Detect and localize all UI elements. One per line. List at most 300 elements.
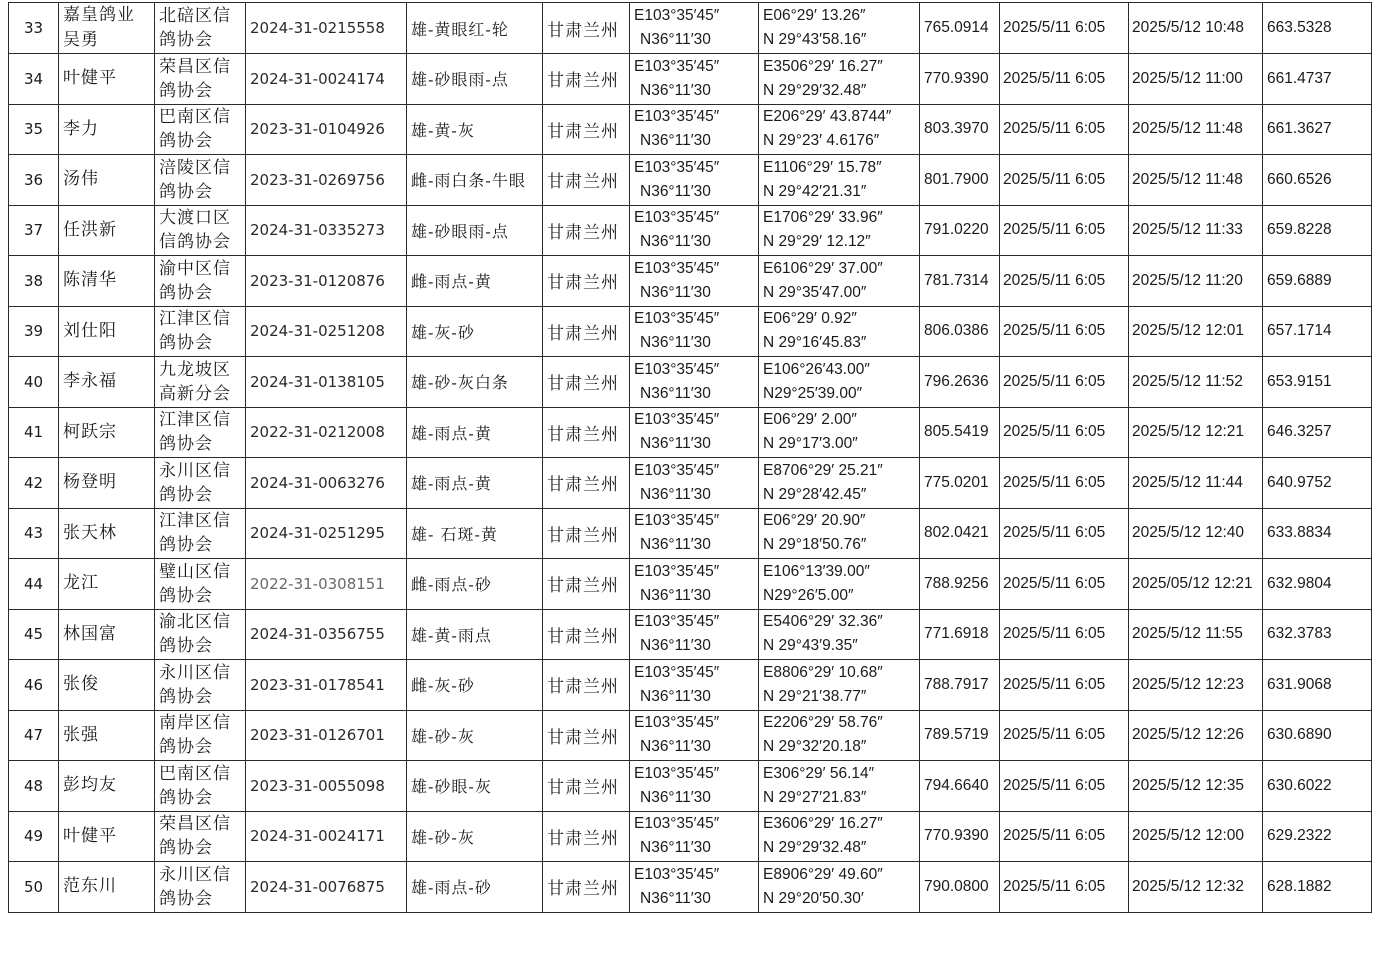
release-longitude: E103°35′45″ <box>634 209 720 227</box>
home-longitude: E8706°29′ 25.21″ <box>763 461 883 479</box>
club-cell: 永川区信鸽协会 <box>155 458 246 509</box>
speed-cell: 646.3257 <box>1263 407 1372 458</box>
ring-number-cell: 2023-31-0178541 <box>246 660 407 711</box>
release-latitude: N36°11′30 <box>640 233 711 251</box>
arrival-time-cell: 2025/5/12 10:48 <box>1129 3 1263 54</box>
speed-cell: 632.3783 <box>1263 609 1372 660</box>
pigeon-description-cell: 雌-雨白条-牛眼 <box>407 155 543 206</box>
release-longitude: E103°35′45″ <box>634 865 720 883</box>
release-coordinates-cell <box>630 3 759 54</box>
distance-cell: 794.6640 <box>920 761 1000 812</box>
release-time-cell: 2025/5/11 6:05 <box>1000 609 1129 660</box>
release-latitude: N36°11′30 <box>640 182 711 200</box>
arrival-time-cell: 2025/5/12 12:32 <box>1129 862 1263 913</box>
speed-cell: 629.2322 <box>1263 811 1372 862</box>
club-cell: 江津区信鸽协会 <box>155 407 246 458</box>
rank-cell: 38 <box>9 256 59 307</box>
table-row <box>9 862 1372 913</box>
ring-number-cell: 2023-31-0120876 <box>246 256 407 307</box>
distance-cell: 770.9390 <box>920 54 1000 105</box>
arrival-time-cell: 2025/5/12 11:52 <box>1129 357 1263 408</box>
home-latitude: N 29°23′ 4.6176″ <box>763 132 880 150</box>
speed-cell: 628.1882 <box>1263 862 1372 913</box>
owner-name-cell: 任洪新 <box>59 205 155 256</box>
owner-name-cell: 叶健平 <box>59 54 155 105</box>
rank-cell: 49 <box>9 811 59 862</box>
pigeon-description-cell: 雌-雨点-砂 <box>407 559 543 610</box>
results-body <box>9 3 1372 913</box>
home-latitude: N 29°43′9.35″ <box>763 637 858 655</box>
home-latitude: N 29°42′21.31″ <box>763 182 867 200</box>
arrival-time-cell: 2025/5/12 12:21 <box>1129 407 1263 458</box>
rank-cell: 37 <box>9 205 59 256</box>
release-coordinates-cell <box>630 104 759 155</box>
home-coordinates-cell <box>759 205 920 256</box>
release-location-cell: 甘肃兰州 <box>543 205 630 256</box>
owner-name-cell: 张天林 <box>59 508 155 559</box>
release-longitude: E103°35′45″ <box>634 714 720 732</box>
home-longitude: E06°29′ 0.92″ <box>763 310 857 328</box>
release-longitude: E103°35′45″ <box>634 461 720 479</box>
home-latitude: N29°26′5.00″ <box>763 586 854 604</box>
release-location-cell: 甘肃兰州 <box>543 306 630 357</box>
rank-cell: 35 <box>9 104 59 155</box>
release-coordinates-cell <box>630 357 759 408</box>
speed-cell: 632.9804 <box>1263 559 1372 610</box>
release-latitude: N36°11′30 <box>640 283 711 301</box>
rank-cell: 46 <box>9 660 59 711</box>
home-longitude: E206°29′ 43.8744″ <box>763 108 892 126</box>
rank-cell: 34 <box>9 54 59 105</box>
table-row <box>9 357 1372 408</box>
table-row <box>9 609 1372 660</box>
owner-name-cell: 张强 <box>59 710 155 761</box>
release-coordinates-cell <box>630 256 759 307</box>
release-location-cell: 甘肃兰州 <box>543 458 630 509</box>
home-longitude: E06°29′ 20.90″ <box>763 512 866 530</box>
ring-number-cell: 2023-31-0055098 <box>246 761 407 812</box>
home-coordinates-cell <box>759 710 920 761</box>
release-latitude: N36°11′30 <box>640 435 711 453</box>
speed-cell: 653.9151 <box>1263 357 1372 408</box>
release-latitude: N36°11′30 <box>640 839 711 857</box>
release-latitude: N36°11′30 <box>640 536 711 554</box>
home-longitude: E06°29′ 13.26″ <box>763 7 866 24</box>
race-results-table <box>8 2 1372 913</box>
arrival-time-cell: 2025/5/12 12:23 <box>1129 660 1263 711</box>
speed-cell: 659.6889 <box>1263 256 1372 307</box>
distance-cell: 775.0201 <box>920 458 1000 509</box>
owner-name-cell: 范东川 <box>59 862 155 913</box>
pigeon-description-cell: 雌-灰-砂 <box>407 660 543 711</box>
table-row <box>9 458 1372 509</box>
release-location-cell: 甘肃兰州 <box>543 104 630 155</box>
release-location-cell: 甘肃兰州 <box>543 710 630 761</box>
release-coordinates-cell <box>630 660 759 711</box>
ring-number-cell: 2023-31-0269756 <box>246 155 407 206</box>
speed-cell: 630.6022 <box>1263 761 1372 812</box>
home-latitude: N 29°18′50.76″ <box>763 536 867 554</box>
distance-cell: 791.0220 <box>920 205 1000 256</box>
release-longitude: E103°35′45″ <box>634 360 720 378</box>
speed-cell: 661.3627 <box>1263 104 1372 155</box>
release-time-cell: 2025/5/11 6:05 <box>1000 155 1129 206</box>
rank-cell: 44 <box>9 559 59 610</box>
release-time-cell: 2025/5/11 6:05 <box>1000 761 1129 812</box>
release-time-cell: 2025/5/11 6:05 <box>1000 710 1129 761</box>
distance-cell: 796.2636 <box>920 357 1000 408</box>
pigeon-description-cell: 雄-砂-灰 <box>407 710 543 761</box>
home-coordinates-cell <box>759 357 920 408</box>
club-cell: 巴南区信鸽协会 <box>155 104 246 155</box>
home-coordinates-cell <box>759 104 920 155</box>
pigeon-description-cell: 雄-雨点-砂 <box>407 862 543 913</box>
owner-name-cell: 陈清华 <box>59 256 155 307</box>
release-time-cell: 2025/5/11 6:05 <box>1000 104 1129 155</box>
table-row <box>9 205 1372 256</box>
pigeon-description-cell: 雄-黄眼红-轮 <box>407 3 543 54</box>
home-latitude: N 29°17′3.00″ <box>763 435 858 453</box>
home-latitude: N 29°29′32.48″ <box>763 81 867 99</box>
owner-name-cell: 叶健平 <box>59 811 155 862</box>
release-location-cell: 甘肃兰州 <box>543 508 630 559</box>
table-row <box>9 104 1372 155</box>
release-time-cell: 2025/5/11 6:05 <box>1000 559 1129 610</box>
rank-cell: 36 <box>9 155 59 206</box>
speed-cell: 633.8834 <box>1263 508 1372 559</box>
arrival-time-cell: 2025/5/12 11:44 <box>1129 458 1263 509</box>
owner-name-cell: 张俊 <box>59 660 155 711</box>
distance-cell: 788.7917 <box>920 660 1000 711</box>
home-longitude: E6106°29′ 37.00″ <box>763 259 883 277</box>
release-location-cell: 甘肃兰州 <box>543 609 630 660</box>
rank-cell: 40 <box>9 357 59 408</box>
table-row <box>9 811 1372 862</box>
home-latitude: N 29°29′32.48″ <box>763 839 867 857</box>
release-time-cell: 2025/5/11 6:05 <box>1000 54 1129 105</box>
table-row <box>9 660 1372 711</box>
release-location-cell: 甘肃兰州 <box>543 862 630 913</box>
club-cell: 北碚区信鸽协会 <box>155 3 246 54</box>
distance-cell: 771.6918 <box>920 609 1000 660</box>
release-time-cell: 2025/5/11 6:05 <box>1000 862 1129 913</box>
release-coordinates-cell <box>630 862 759 913</box>
home-latitude: N 29°29′ 12.12″ <box>763 233 871 251</box>
owner-name-cell: 龙江 <box>59 559 155 610</box>
home-longitude: E3606°29′ 16.27″ <box>763 815 883 833</box>
release-location-cell: 甘肃兰州 <box>543 407 630 458</box>
arrival-time-cell: 2025/5/12 12:01 <box>1129 306 1263 357</box>
release-latitude: N36°11′30 <box>640 132 711 150</box>
rank-cell: 47 <box>9 710 59 761</box>
home-latitude: N 29°20′50.30′ <box>763 889 864 907</box>
home-coordinates-cell <box>759 306 920 357</box>
home-latitude: N 29°43′58.16″ <box>763 31 867 48</box>
pigeon-description-cell: 雄-雨点-黄 <box>407 458 543 509</box>
release-latitude: N36°11′30 <box>640 637 711 655</box>
speed-cell: 663.5328 <box>1263 3 1372 54</box>
pigeon-description-cell: 雄-灰-砂 <box>407 306 543 357</box>
arrival-time-cell: 2025/5/12 11:48 <box>1129 104 1263 155</box>
release-coordinates-cell <box>630 609 759 660</box>
club-cell: 永川区信鸽协会 <box>155 660 246 711</box>
release-location-cell: 甘肃兰州 <box>543 3 630 54</box>
release-longitude: E103°35′45″ <box>634 815 720 833</box>
home-latitude: N 29°35′47.00″ <box>763 283 867 301</box>
release-latitude: N36°11′30 <box>640 586 711 604</box>
ring-number-cell: 2024-31-0356755 <box>246 609 407 660</box>
club-cell: 江津区信鸽协会 <box>155 508 246 559</box>
release-time-cell: 2025/5/11 6:05 <box>1000 256 1129 307</box>
release-latitude: N36°11′30 <box>640 788 711 806</box>
home-coordinates-cell <box>759 508 920 559</box>
rank-cell: 39 <box>9 306 59 357</box>
speed-cell: 631.9068 <box>1263 660 1372 711</box>
arrival-time-cell: 2025/5/12 12:26 <box>1129 710 1263 761</box>
ring-number-cell: 2024-31-0138105 <box>246 357 407 408</box>
home-coordinates-cell <box>759 862 920 913</box>
home-longitude: E1706°29′ 33.96″ <box>763 209 883 227</box>
release-time-cell: 2025/5/11 6:05 <box>1000 205 1129 256</box>
release-longitude: E103°35′45″ <box>634 158 720 176</box>
release-coordinates-cell <box>630 306 759 357</box>
owner-name-cell: 刘仕阳 <box>59 306 155 357</box>
pigeon-description-cell: 雄-砂眼-灰 <box>407 761 543 812</box>
distance-cell: 770.9390 <box>920 811 1000 862</box>
pigeon-description-cell: 雄-黄-雨点 <box>407 609 543 660</box>
arrival-time-cell: 2025/5/12 11:00 <box>1129 54 1263 105</box>
release-longitude: E103°35′45″ <box>634 764 720 782</box>
owner-name-cell: 汤伟 <box>59 155 155 206</box>
ring-number-cell: 2024-31-0335273 <box>246 205 407 256</box>
release-location-cell: 甘肃兰州 <box>543 660 630 711</box>
release-time-cell: 2025/5/11 6:05 <box>1000 306 1129 357</box>
club-cell: 璧山区信鸽协会 <box>155 559 246 610</box>
release-time-cell: 2025/5/11 6:05 <box>1000 3 1129 54</box>
home-latitude: N 29°27′21.83″ <box>763 788 867 806</box>
club-cell: 荣昌区信鸽协会 <box>155 54 246 105</box>
table-row <box>9 54 1372 105</box>
release-coordinates-cell <box>630 458 759 509</box>
speed-cell: 661.4737 <box>1263 54 1372 105</box>
ring-number-cell: 2022-31-0308151 <box>246 559 407 610</box>
table-row <box>9 155 1372 206</box>
distance-cell: 789.5719 <box>920 710 1000 761</box>
release-location-cell: 甘肃兰州 <box>543 357 630 408</box>
ring-number-cell: 2024-31-0024171 <box>246 811 407 862</box>
release-coordinates-cell <box>630 407 759 458</box>
club-cell: 南岸区信鸽协会 <box>155 710 246 761</box>
club-cell: 大渡口区信鸽协会 <box>155 205 246 256</box>
release-latitude: N36°11′30 <box>640 334 711 352</box>
release-latitude: N36°11′30 <box>640 687 711 705</box>
home-coordinates-cell <box>759 811 920 862</box>
home-longitude: E5406°29′ 32.36″ <box>763 613 883 631</box>
rank-cell: 33 <box>9 3 59 54</box>
pigeon-description-cell: 雄-砂-灰 <box>407 811 543 862</box>
club-cell: 渝北区信鸽协会 <box>155 609 246 660</box>
home-longitude: E06°29′ 2.00″ <box>763 411 857 429</box>
release-location-cell: 甘肃兰州 <box>543 559 630 610</box>
release-location-cell: 甘肃兰州 <box>543 54 630 105</box>
owner-name-cell: 柯跃宗 <box>59 407 155 458</box>
speed-cell: 640.9752 <box>1263 458 1372 509</box>
distance-cell: 801.7900 <box>920 155 1000 206</box>
owner-name-cell: 李力 <box>59 104 155 155</box>
home-coordinates-cell <box>759 559 920 610</box>
release-coordinates-cell <box>630 54 759 105</box>
club-cell: 荣昌区信鸽协会 <box>155 811 246 862</box>
release-time-cell: 2025/5/11 6:05 <box>1000 357 1129 408</box>
club-cell: 江津区信鸽协会 <box>155 306 246 357</box>
release-longitude: E103°35′45″ <box>634 108 720 126</box>
distance-cell: 802.0421 <box>920 508 1000 559</box>
distance-cell: 781.7314 <box>920 256 1000 307</box>
home-coordinates-cell <box>759 609 920 660</box>
pigeon-description-cell: 雄-雨点-黄 <box>407 407 543 458</box>
speed-cell: 659.8228 <box>1263 205 1372 256</box>
rank-cell: 43 <box>9 508 59 559</box>
ring-number-cell: 2024-31-0215558 <box>246 3 407 54</box>
home-coordinates-cell <box>759 54 920 105</box>
pigeon-description-cell: 雌-雨点-黄 <box>407 256 543 307</box>
release-coordinates-cell <box>630 811 759 862</box>
release-latitude: N36°11′30 <box>640 485 711 503</box>
table-row <box>9 559 1372 610</box>
pigeon-description-cell: 雄-砂眼雨-点 <box>407 205 543 256</box>
release-time-cell: 2025/5/11 6:05 <box>1000 811 1129 862</box>
club-cell: 九龙坡区高新分会 <box>155 357 246 408</box>
arrival-time-cell: 2025/5/12 12:00 <box>1129 811 1263 862</box>
home-longitude: E8906°29′ 49.60″ <box>763 865 883 883</box>
home-longitude: E8806°29′ 10.68″ <box>763 663 883 681</box>
home-latitude: N 29°32′20.18″ <box>763 738 867 756</box>
release-coordinates-cell <box>630 559 759 610</box>
owner-name-cell: 杨登明 <box>59 458 155 509</box>
release-longitude: E103°35′45″ <box>634 663 720 681</box>
ring-number-cell: 2022-31-0212008 <box>246 407 407 458</box>
home-latitude: N 29°28′42.45″ <box>763 485 867 503</box>
ring-number-cell: 2023-31-0126701 <box>246 710 407 761</box>
rank-cell: 45 <box>9 609 59 660</box>
release-time-cell: 2025/5/11 6:05 <box>1000 407 1129 458</box>
release-longitude: E103°35′45″ <box>634 512 720 530</box>
results-sheet <box>8 2 1372 913</box>
home-longitude: E106°26′43.00″ <box>763 360 870 378</box>
ring-number-cell: 2024-31-0063276 <box>246 458 407 509</box>
release-longitude: E103°35′45″ <box>634 613 720 631</box>
table-row <box>9 306 1372 357</box>
release-latitude: N36°11′30 <box>640 889 711 907</box>
release-coordinates-cell <box>630 710 759 761</box>
home-longitude: E106°13′39.00″ <box>763 562 870 580</box>
release-latitude: N36°11′30 <box>640 31 711 48</box>
arrival-time-cell: 2025/05/12 12:21 <box>1129 559 1263 610</box>
ring-number-cell: 2023-31-0104926 <box>246 104 407 155</box>
club-cell: 巴南区信鸽协会 <box>155 761 246 812</box>
home-longitude: E1106°29′ 15.78″ <box>763 158 882 176</box>
rank-cell: 48 <box>9 761 59 812</box>
home-latitude: N 29°21′38.77″ <box>763 687 867 705</box>
table-row <box>9 256 1372 307</box>
speed-cell: 630.6890 <box>1263 710 1372 761</box>
distance-cell: 803.3970 <box>920 104 1000 155</box>
home-longitude: E306°29′ 56.14″ <box>763 764 875 782</box>
distance-cell: 765.0914 <box>920 3 1000 54</box>
home-coordinates-cell <box>759 155 920 206</box>
release-location-cell: 甘肃兰州 <box>543 761 630 812</box>
release-coordinates-cell <box>630 508 759 559</box>
arrival-time-cell: 2025/5/12 11:33 <box>1129 205 1263 256</box>
table-row <box>9 710 1372 761</box>
home-latitude: N 29°16′45.83″ <box>763 334 867 352</box>
table-row <box>9 761 1372 812</box>
pigeon-description-cell: 雄-黄-灰 <box>407 104 543 155</box>
release-coordinates-cell <box>630 761 759 812</box>
distance-cell: 806.0386 <box>920 306 1000 357</box>
release-time-cell: 2025/5/11 6:05 <box>1000 660 1129 711</box>
arrival-time-cell: 2025/5/12 11:48 <box>1129 155 1263 206</box>
table-row <box>9 407 1372 458</box>
home-coordinates-cell <box>759 3 920 54</box>
owner-name-cell: 李永福 <box>59 357 155 408</box>
release-location-cell: 甘肃兰州 <box>543 155 630 206</box>
release-time-cell: 2025/5/11 6:05 <box>1000 458 1129 509</box>
arrival-time-cell: 2025/5/12 12:35 <box>1129 761 1263 812</box>
release-longitude: E103°35′45″ <box>634 562 720 580</box>
home-coordinates-cell <box>759 660 920 711</box>
release-latitude: N36°11′30 <box>640 81 711 99</box>
arrival-time-cell: 2025/5/12 12:40 <box>1129 508 1263 559</box>
ring-number-cell: 2024-31-0251295 <box>246 508 407 559</box>
speed-cell: 660.6526 <box>1263 155 1372 206</box>
home-longitude: E2206°29′ 58.76″ <box>763 714 883 732</box>
table-row <box>9 3 1372 54</box>
club-cell: 涪陵区信鸽协会 <box>155 155 246 206</box>
distance-cell: 788.9256 <box>920 559 1000 610</box>
home-longitude: E3506°29′ 16.27″ <box>763 57 883 75</box>
release-latitude: N36°11′30 <box>640 738 711 756</box>
release-longitude: E103°35′45″ <box>634 411 720 429</box>
ring-number-cell: 2024-31-0251208 <box>246 306 407 357</box>
arrival-time-cell: 2025/5/12 11:20 <box>1129 256 1263 307</box>
release-longitude: E103°35′45″ <box>634 310 720 328</box>
club-cell: 永川区信鸽协会 <box>155 862 246 913</box>
home-latitude: N29°25′39.00″ <box>763 384 863 402</box>
arrival-time-cell: 2025/5/12 11:55 <box>1129 609 1263 660</box>
rank-cell: 42 <box>9 458 59 509</box>
ring-number-cell: 2024-31-0024174 <box>246 54 407 105</box>
home-coordinates-cell <box>759 458 920 509</box>
release-coordinates-cell <box>630 205 759 256</box>
release-latitude: N36°11′30 <box>640 384 711 402</box>
release-location-cell: 甘肃兰州 <box>543 811 630 862</box>
owner-name-cell: 林国富 <box>59 609 155 660</box>
release-longitude: E103°35′45″ <box>634 7 720 24</box>
release-coordinates-cell <box>630 155 759 206</box>
rank-cell: 41 <box>9 407 59 458</box>
owner-name-cell: 彭均友 <box>59 761 155 812</box>
distance-cell: 790.0800 <box>920 862 1000 913</box>
table-row <box>9 508 1372 559</box>
speed-cell: 657.1714 <box>1263 306 1372 357</box>
home-coordinates-cell <box>759 407 920 458</box>
pigeon-description-cell: 雄- 石斑-黄 <box>407 508 543 559</box>
release-longitude: E103°35′45″ <box>634 259 720 277</box>
release-location-cell: 甘肃兰州 <box>543 256 630 307</box>
home-coordinates-cell <box>759 256 920 307</box>
release-longitude: E103°35′45″ <box>634 57 720 75</box>
